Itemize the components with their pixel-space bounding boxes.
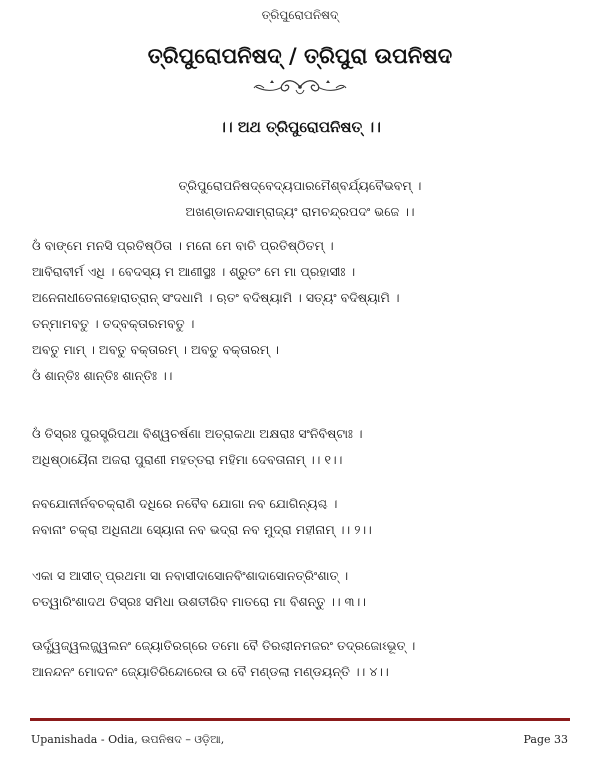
verse-line: ଅଧିଷ୍ଠାୟୈନା ଅଜରା ପୁରାଣୀ ମହତ୍ତରା ମହିମା ଦେବତାନାମ୍ ।। ୧।। bbox=[32, 452, 343, 467]
verse-line: ଚତ୍ୱାରିଂଶାଦଥ ତିସ୍ରଃ ସମିଧା ଉଶତୀରିବ ମାତରୋ ମା ବିଶନ୍ତୁ ।। ୩।। bbox=[32, 594, 366, 609]
verse-line: ଆନନ୍ଦନଂ ମୋଦନଂ ଜ୍ୟୋତିରିନ୍ଦୋରେତା ଉ ବୈ ମଣ୍ଡଲା ମଣ୍ଡୟନ୍ତି ।। ୪।। bbox=[32, 664, 389, 679]
verse-line: ଓଁ ତିସ୍ରଃ ପୁରସ୍ତ୍ରିପଥା ବିଶ୍ୱଚର୍ଷଣା ଅତ୍ରାକଥା ଅକ୍ଷରାଃ ସଂନିବିଷ୍ଟାଃ । bbox=[32, 426, 363, 441]
verse-line: ନବଯୋନୀର୍ନବଚକ୍ରାଣି ଦଧିରେ ନବୈବ ଯୋଗା ନବ ଯୋଗିନ୍ୟଶ୍ଚ । bbox=[32, 496, 338, 511]
page-title: ତ୍ରିପୁରୋପନିଷଦ୍ / ତ୍ରିପୁରା ଉପନିଷଦ bbox=[147, 44, 453, 68]
decorative-flourish-icon bbox=[250, 76, 350, 98]
shanti-line: ଅବତୁ ମାମ୍ । ଅବତୁ ବକ୍ତାରମ୍ । ଅବତୁ ବକ୍ତାରମ୍ । bbox=[32, 342, 280, 357]
verse-line: ଏକା ସ ଆସୀତ୍ ପ୍ରଥମା ସା ନବାସୀଦାସୋନବିଂଶାଦାସୋନତ୍ରିଂଶାତ୍ । bbox=[32, 568, 349, 583]
section-heading: ।। ଅଥ ତ୍ରିପୁରୋପନିଷତ୍ ।। bbox=[219, 118, 381, 136]
running-header: ତ୍ରିପୁରୋପନିଷଦ୍ bbox=[261, 8, 339, 22]
verse-line: ନବାନାଂ ଚକ୍ରା ଅଧିନାଥା ସ୍ୟୋନା ନବ ଭଦ୍ରା ନବ ମୁଦ୍ରା ମହୀନାମ୍ ।। ୨।। bbox=[32, 522, 372, 537]
invocation-line: ତ୍ରିପୁରୋପନିଷଦ୍ବେଦ୍ୟପାରମୈଶ୍ବର୍ଯ୍ୟବୈଭବମ୍ । bbox=[178, 178, 422, 193]
verse-line: ଊର୍ଦ୍ଧ୍ୱଜ୍ୱଲଜ୍ଜ୍ୱଲନଂ ଜ୍ୟୋତିରଗ୍ରେ ତମୋ ବୈ ତିରଶ୍ଚୀନମଜରଂ ତଦ୍ରଜୋଽଭୂତ୍ । bbox=[32, 638, 416, 653]
footer-rule bbox=[30, 718, 570, 721]
shanti-line: ତନ୍ମାମବତୁ । ତଦ୍ବକ୍ତାରମବତୁ । bbox=[32, 316, 195, 331]
page-number: Page 33 bbox=[523, 733, 568, 746]
shanti-line: ଆବିରାବୀର୍ମ ଏଧି । ବେଦସ୍ୟ ମ ଆଣୀସ୍ଥଃ । ଶ୍ରୁତଂ ମେ ମା ପ୍ରହାସୀଃ । bbox=[32, 264, 356, 279]
shanti-line: ଅନେନାଧୀତେନାହୋରାତ୍ରାନ୍ ସଂଦଧାମି । ଋତଂ ବଦିଷ୍ୟାମି । ସତ୍ୟଂ ବଦିଷ୍ୟାମି । bbox=[32, 290, 400, 305]
invocation-line: ଅଖଣ୍ଡାନନ୍ଦସାମ୍ରାଜ୍ୟଂ ରାମଚନ୍ଦ୍ରପଦଂ ଭଜେ ।। bbox=[185, 204, 415, 219]
shanti-line: ଓଁ ଶାନ୍ତିଃ ଶାନ୍ତିଃ ଶାନ୍ତିଃ ।। bbox=[32, 368, 173, 383]
footer-book-title: Upanishada - Odia, ଉପନିଷଦ – ଓଡ଼ିଆ, bbox=[31, 733, 225, 746]
shanti-line: ଓଁ ବାଙ୍ମେ ମନସି ପ୍ରତିଷ୍ଠିତା । ମନୋ ମେ ବାଚି ପ୍ରତିଷ୍ଠିତମ୍ । bbox=[32, 238, 334, 253]
